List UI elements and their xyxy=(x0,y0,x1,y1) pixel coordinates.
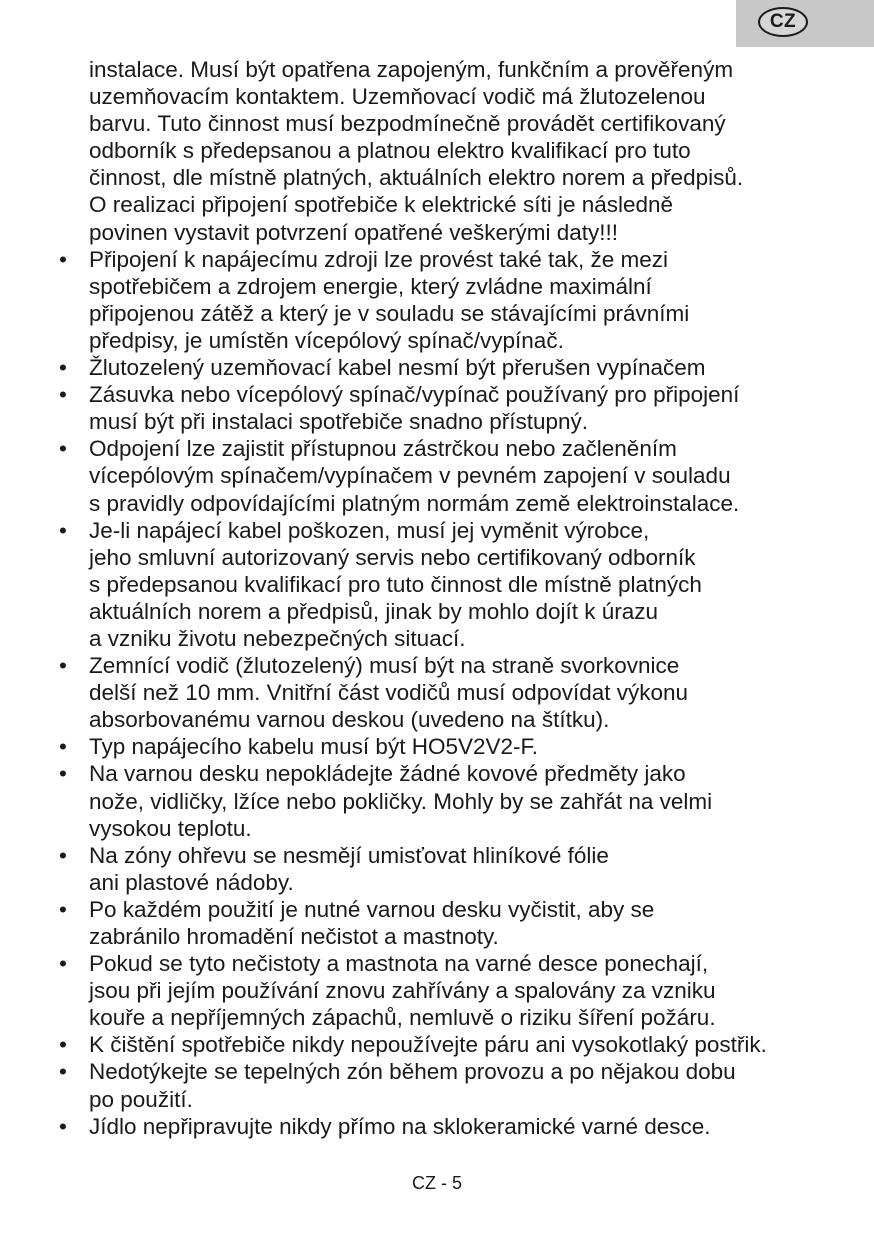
bullet-icon: • xyxy=(59,734,67,760)
list-item xyxy=(57,517,817,652)
list-item-line: a vzniku životu nebezpečných situací. xyxy=(89,625,466,651)
bullet-icon: • xyxy=(59,382,67,408)
list-item xyxy=(57,435,817,516)
list-item-line: absorbovanému varnou deskou (uvedeno na štítku). xyxy=(89,707,610,733)
list-item-line: jeho smluvní autorizovaný servis nebo certifikovaný odborník xyxy=(89,544,696,570)
intro-line: O realizaci připojení spotřebiče k elektrické síti je následně xyxy=(89,192,674,218)
list-item xyxy=(57,842,817,896)
list-item-line: Odpojení lze zajistit přístupnou zástrčkou nebo začleněním xyxy=(89,436,677,462)
list-item-line: spotřebičem a zdrojem energie, který zvládne maximální xyxy=(89,273,652,299)
list-item-line: předpisy, je umístěn vícepólový spínač/vypínač. xyxy=(89,327,564,353)
list-item xyxy=(57,896,817,950)
list-item-line: Žlutozelený uzemňovací kabel nesmí být přerušen vypínačem xyxy=(89,355,706,381)
intro-line: instalace. Musí být opatřena zapojeným, funkčním a prověřeným xyxy=(89,57,734,82)
list-item-line: Na varnou desku nepokládejte žádné kovové předměty jako xyxy=(89,761,686,787)
list-item-line: Po každém použití je nutné varnou desku vyčistit, aby se xyxy=(89,896,655,922)
bullet-icon: • xyxy=(59,761,67,787)
bullet-icon: • xyxy=(59,355,67,381)
bullet-icon: • xyxy=(59,1059,67,1085)
bullet-icon: • xyxy=(59,246,67,272)
list-item xyxy=(57,246,817,354)
list-item xyxy=(57,354,817,381)
bullet-icon: • xyxy=(59,436,67,462)
list-item-line: Připojení k napájecímu zdroji lze provést také tak, že mezi xyxy=(89,246,669,272)
language-tab xyxy=(736,0,874,47)
bullet-icon: • xyxy=(59,653,67,679)
list-item-line: připojenou zátěž a který je v souladu se stávajícími právními xyxy=(89,300,690,326)
list-item-line: kouře a nepříjemných zápachů, nemluvě o riziku šíření požáru. xyxy=(89,1005,716,1031)
list-item-line: aktuálních norem a předpisů, jinak by mohlo dojít k úrazu xyxy=(89,598,659,624)
page-content xyxy=(57,56,817,1140)
list-item-line: delší než 10 mm. Vnitřní část vodičů musí odpovídat výkonu xyxy=(89,680,689,706)
list-item-line: Zásuvka nebo vícepólový spínač/vypínač používaný pro připojení xyxy=(89,382,740,408)
list-item-line: vysokou teplotu. xyxy=(89,815,252,841)
list-item-line: zabránilo hromadění nečistot a mastnoty. xyxy=(89,924,499,949)
list-item xyxy=(57,652,817,733)
intro-paragraph xyxy=(57,56,817,246)
list-item xyxy=(57,1031,817,1058)
intro-line: povinen vystavit potvrzení opatřené veškerými daty!!! xyxy=(89,219,619,245)
list-item-line: Jídlo nepřipravujte nikdy přímo na sklokeramické varné desce. xyxy=(89,1113,711,1139)
list-item-line: Na zóny ohřevu se nesmějí umisťovat hliníkové fólie xyxy=(89,842,609,868)
intro-line: odborník s předepsanou a platnou elektro kvalifikací pro tuto xyxy=(89,138,691,164)
list-item-line: po použití. xyxy=(89,1086,193,1112)
list-item xyxy=(57,1058,817,1112)
list-item-line: musí být při instalaci spotřebiče snadno přístupný. xyxy=(89,409,588,435)
list-item-line: Pokud se tyto nečistoty a mastnota na varné desce ponechají, xyxy=(89,951,709,977)
list-item-line: Typ napájecího kabelu musí být HO5V2V2-F. xyxy=(89,734,538,760)
list-item-line: vícepólovým spínačem/vypínačem v pevném zapojení v souladu xyxy=(89,463,731,489)
list-item xyxy=(57,733,817,760)
list-item xyxy=(57,760,817,841)
list-item-line: jsou při jejím používání znovu zahřívány a spalovány za vzniku xyxy=(89,978,716,1004)
safety-instructions-list xyxy=(57,246,817,1140)
list-item xyxy=(57,1113,817,1140)
intro-line: uzemňovacím kontaktem. Uzemňovací vodič má žlutozelenou xyxy=(89,84,706,110)
bullet-icon: • xyxy=(59,896,67,922)
list-item-line: Je-li napájecí kabel poškozen, musí jej vyměnit výrobce, xyxy=(89,517,650,543)
intro-line: barvu. Tuto činnost musí bezpodmínečně provádět certifikovaný xyxy=(89,111,726,137)
page-number: CZ - 5 xyxy=(411,1173,462,1193)
bullet-icon: • xyxy=(59,1113,67,1139)
list-item-line: K čištění spotřebiče nikdy nepoužívejte páru ani vysokotlaký postřik. xyxy=(89,1032,767,1058)
list-item xyxy=(57,381,817,435)
list-item xyxy=(57,950,817,1031)
bullet-icon: • xyxy=(59,517,67,543)
list-item-line: Nedotýkejte se tepelných zón během provozu a po nějakou dobu xyxy=(89,1059,736,1085)
bullet-icon: • xyxy=(59,951,67,977)
list-item-line: Zemnící vodič (žlutozelený) musí být na straně svorkovnice xyxy=(89,653,680,679)
bullet-icon: • xyxy=(59,842,67,868)
intro-line: činnost, dle místně platných, aktuálních elektro norem a předpisů. xyxy=(89,165,744,191)
list-item-line: ani plastové nádoby. xyxy=(89,869,294,895)
list-item-line: s pravidly odpovídajícími platným normám země elektroinstalace. xyxy=(89,490,740,516)
language-badge: CZ xyxy=(758,7,808,37)
bullet-icon: • xyxy=(59,1032,67,1058)
list-item-line: s předepsanou kvalifikací pro tuto činnost dle místně platných xyxy=(89,571,702,597)
list-item-line: nože, vidličky, lžíce nebo pokličky. Mohly by se zahřát na velmi xyxy=(89,788,713,814)
